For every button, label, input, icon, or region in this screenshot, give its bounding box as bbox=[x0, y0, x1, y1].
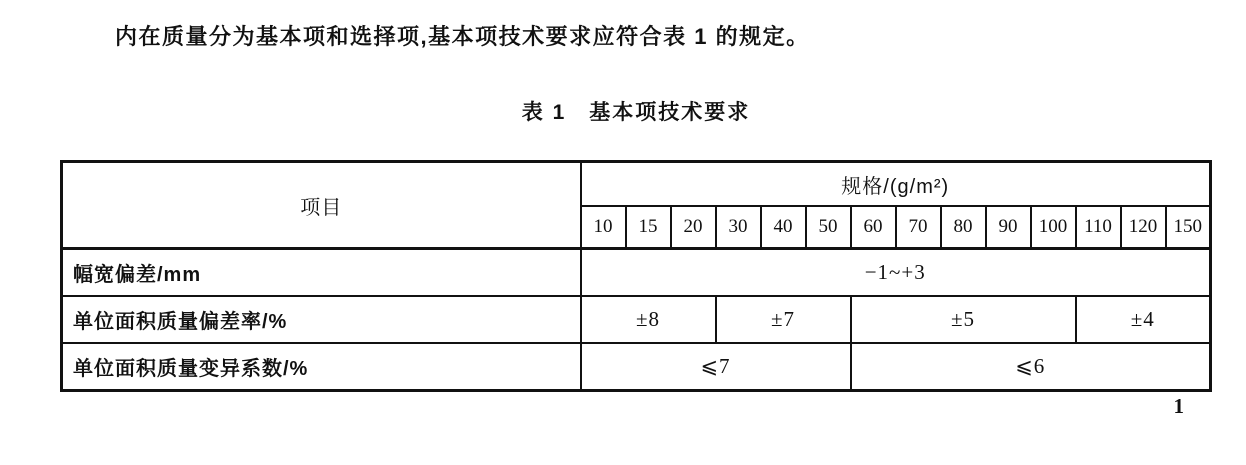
table-title: 表 1 基本项技术要求 bbox=[521, 101, 751, 124]
spec-value-cell: 100 bbox=[1031, 206, 1076, 249]
spec-value-cell: 20 bbox=[671, 206, 716, 249]
table-row-width-deviation bbox=[62, 249, 1211, 297]
spec-value-cell: 80 bbox=[941, 206, 986, 249]
spec-value-cell: 70 bbox=[896, 206, 941, 249]
spec-value-cell: 30 bbox=[716, 206, 761, 249]
table-header-row bbox=[62, 162, 1211, 207]
item-column-header: 项目 bbox=[62, 162, 581, 249]
value-cell: ±5 bbox=[851, 296, 1076, 343]
row-label: 单位面积质量变异系数/% bbox=[62, 343, 581, 391]
spec-value-cell: 60 bbox=[851, 206, 896, 249]
page-number: 1 bbox=[1173, 394, 1184, 418]
spec-value-cell: 120 bbox=[1121, 206, 1166, 249]
value-cell: ±8 bbox=[581, 296, 716, 343]
value-cell: ±7 bbox=[716, 296, 851, 343]
table-row-mass-deviation-rate bbox=[62, 296, 1211, 343]
spec-value-cell: 10 bbox=[581, 206, 626, 249]
spec-value-cell: 50 bbox=[806, 206, 851, 249]
basic-requirements-table bbox=[60, 160, 1212, 392]
spec-column-header: 规格/(g/m²) bbox=[581, 162, 1211, 207]
spec-value-cell: 110 bbox=[1076, 206, 1121, 249]
spec-value-cell: 40 bbox=[761, 206, 806, 249]
row-label: 单位面积质量偏差率/% bbox=[62, 296, 581, 343]
row-label: 幅宽偏差/mm bbox=[62, 249, 581, 297]
value-cell: −1~+3 bbox=[581, 249, 1211, 297]
value-cell: ⩽6 bbox=[851, 343, 1211, 391]
value-cell: ±4 bbox=[1076, 296, 1211, 343]
spec-value-cell: 15 bbox=[626, 206, 671, 249]
table-row-mass-variation-coefficient bbox=[62, 343, 1211, 391]
spec-value-cell: 150 bbox=[1166, 206, 1211, 249]
value-cell: ⩽7 bbox=[581, 343, 851, 391]
intro-paragraph: 内在质量分为基本项和选择项,基本项技术要求应符合表 1 的规定。 bbox=[115, 24, 810, 49]
spec-value-cell: 90 bbox=[986, 206, 1031, 249]
